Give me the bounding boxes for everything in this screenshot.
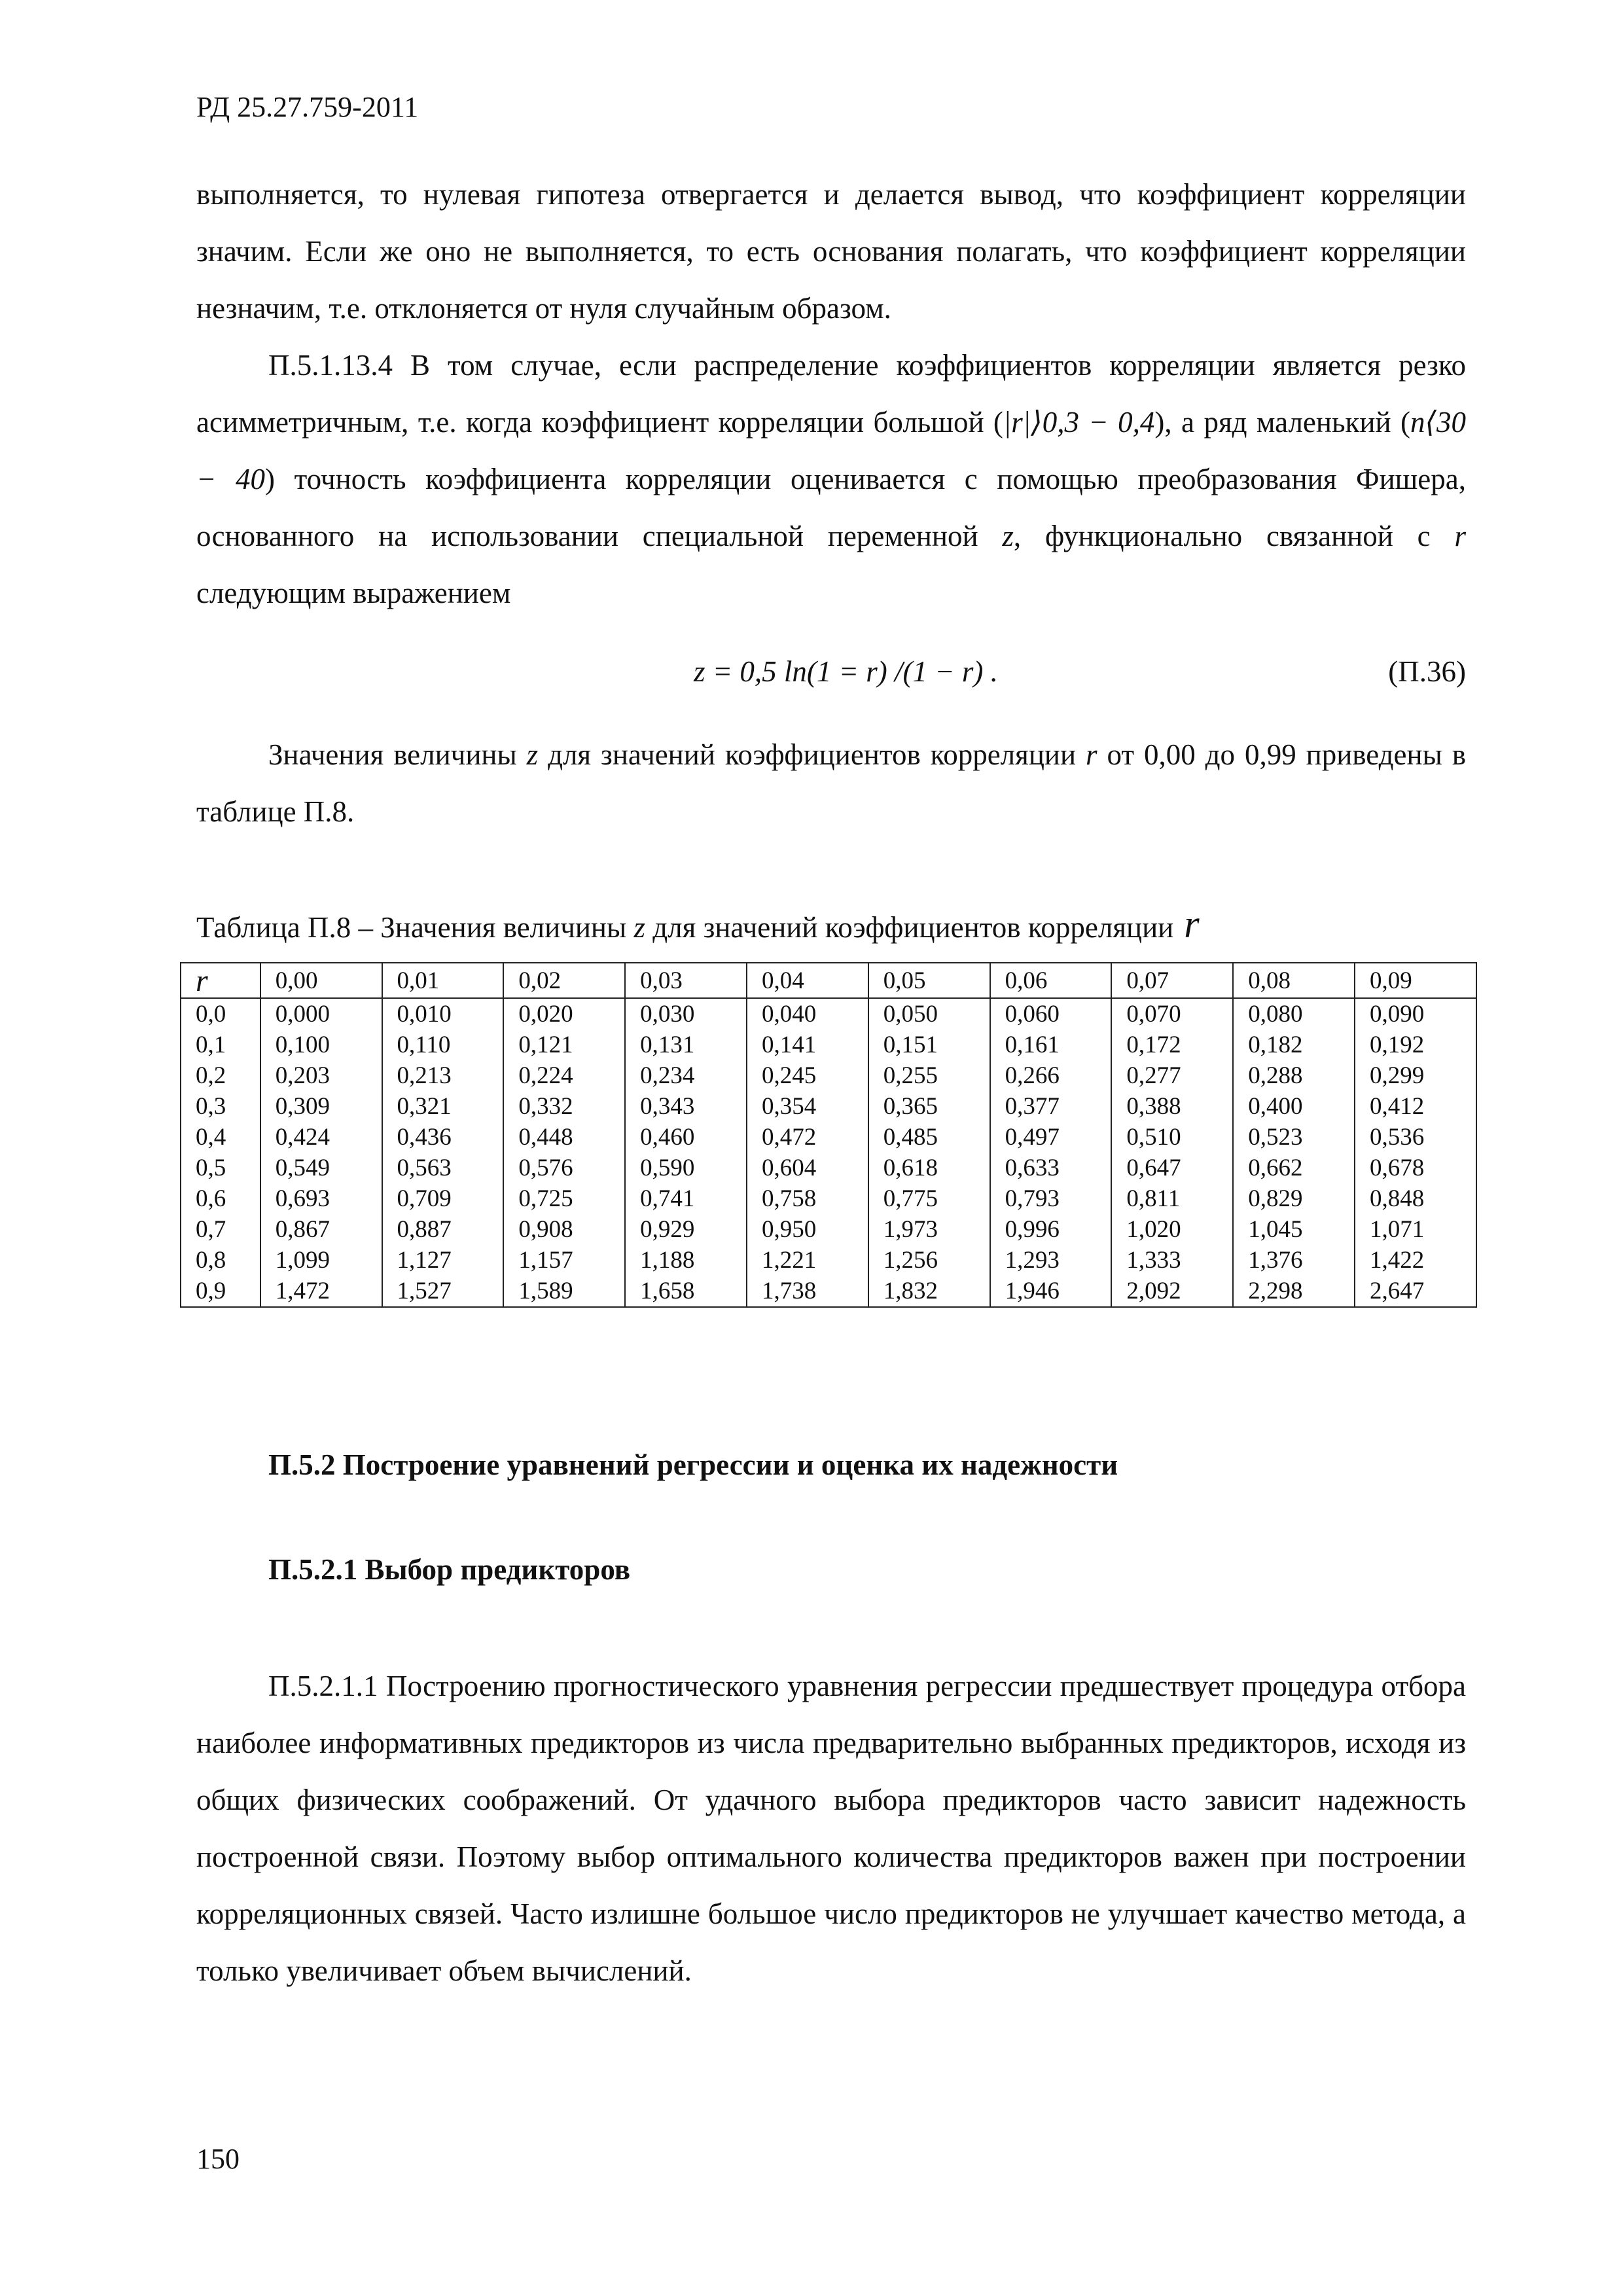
table-row: [181, 1214, 1476, 1245]
table-row-label: 0,6: [181, 1183, 260, 1214]
table-row-label: 0,4: [181, 1122, 260, 1153]
table-cell: 0,678: [1355, 1153, 1476, 1183]
table-cell: 0,000: [260, 998, 382, 1030]
text-segment: ) точность коэффициента корреляции оценивается с помощью преобразования Фишера, основанного на использовании специальной переменной: [196, 463, 1466, 552]
table-cell: 0,412: [1355, 1091, 1476, 1122]
table-row-label: 0,5: [181, 1153, 260, 1183]
text-segment: от 0,00 до 0,99 приведены в таблице П.8.: [196, 738, 1466, 828]
table-cell: 0,633: [990, 1153, 1112, 1183]
table-cell: 0,141: [747, 1030, 868, 1060]
table-cell: 0,388: [1111, 1091, 1233, 1122]
table-cell: 0,725: [503, 1183, 625, 1214]
section-heading-regression: П.5.2 Построение уравнений регрессии и оценка их надежности: [268, 1448, 1118, 1481]
variable-z: z: [1002, 520, 1014, 552]
table-cell: 0,192: [1355, 1030, 1476, 1060]
table-cell: 0,590: [625, 1153, 747, 1183]
table-cell: 0,867: [260, 1214, 382, 1245]
text-segment: для значений коэффициентов корреляции: [538, 738, 1086, 771]
table-cell: 0,950: [747, 1214, 868, 1245]
condition-small-n: n⟨30 − 40: [196, 406, 1466, 495]
table-cell: 1,188: [625, 1245, 747, 1276]
table-cell: 0,523: [1233, 1122, 1355, 1153]
table-cell: 1,527: [382, 1276, 504, 1307]
table-column-header: 0,07: [1111, 963, 1233, 998]
table-column-header: 0,04: [747, 963, 868, 998]
table-cell: 0,321: [382, 1091, 504, 1122]
table-cell: 0,549: [260, 1153, 382, 1183]
table-cell: 0,377: [990, 1091, 1112, 1122]
table-cell: 0,203: [260, 1060, 382, 1091]
table-row: [181, 1276, 1476, 1307]
table-cell: 0,908: [503, 1214, 625, 1245]
paragraph-table-reference: [196, 726, 1466, 840]
table-cell: 2,647: [1355, 1276, 1476, 1307]
table-cell: 0,647: [1111, 1153, 1233, 1183]
table-cell: 1,946: [990, 1276, 1112, 1307]
table-cell: 1,221: [747, 1245, 868, 1276]
table-cell: 0,332: [503, 1091, 625, 1122]
table-cell: 0,485: [868, 1122, 990, 1153]
table-cell: 0,536: [1355, 1122, 1476, 1153]
table-cell: 0,354: [747, 1091, 868, 1122]
table-cell: 0,448: [503, 1122, 625, 1153]
table-header-row: [181, 963, 1476, 998]
table-cell: 1,127: [382, 1245, 504, 1276]
z-values-table: [180, 962, 1477, 1308]
variable-r: r: [1454, 520, 1466, 552]
table-cell: 0,121: [503, 1030, 625, 1060]
table-cell: 2,092: [1111, 1276, 1233, 1307]
variable-r: r: [1184, 903, 1200, 946]
table-caption: [196, 902, 1200, 947]
table-cell: 0,309: [260, 1091, 382, 1122]
table-cell: 0,131: [625, 1030, 747, 1060]
text-segment: Значения величины: [268, 738, 527, 771]
table-cell: 0,161: [990, 1030, 1112, 1060]
table-cell: 0,693: [260, 1183, 382, 1214]
table-cell: 0,020: [503, 998, 625, 1030]
table-cell: 0,010: [382, 998, 504, 1030]
variable-z: z: [526, 738, 539, 771]
paragraph-predictor-selection: П.5.2.1.1 Построению прогностического уравнения регрессии предшествует процедура отбора наиболее информативных предикторов из числа предварительно выбранных предикторов, исходя из общих физических соображений. От удачного выбора предикторов часто зависит надежность построенной связи. Поэтому выбор оптимального количества предикторов важен при построении корреляционных связей. Часто излишне большое число предикторов не улучшает качество метода, а только увеличивает объем вычислений.: [196, 1670, 1466, 1987]
table-row-label: 0,9: [181, 1276, 260, 1307]
table-cell: 0,090: [1355, 998, 1476, 1030]
table-cell: 0,472: [747, 1122, 868, 1153]
table-cell: 0,050: [868, 998, 990, 1030]
table-cell: 0,887: [382, 1214, 504, 1245]
table-cell: 0,343: [625, 1091, 747, 1122]
paragraph-fisher-transform: [196, 337, 1466, 622]
table-cell: 0,151: [868, 1030, 990, 1060]
table-cell: 0,400: [1233, 1091, 1355, 1122]
table-row: [181, 1030, 1476, 1060]
table-row-label: 0,7: [181, 1214, 260, 1245]
table-column-header: 0,03: [625, 963, 747, 998]
table-cell: 0,213: [382, 1060, 504, 1091]
table-cell: 1,157: [503, 1245, 625, 1276]
table-cell: 0,848: [1355, 1183, 1476, 1214]
text-segment: , функционально связанной с: [1013, 520, 1455, 552]
table-cell: 0,365: [868, 1091, 990, 1122]
table-row: [181, 998, 1476, 1030]
table-row-label: 0,2: [181, 1060, 260, 1091]
table-cell: 0,576: [503, 1153, 625, 1183]
table-cell: 0,182: [1233, 1030, 1355, 1060]
table-cell: 0,775: [868, 1183, 990, 1214]
paragraph-significance-conclusion: выполняется, то нулевая гипотеза отвергается и делается вывод, что коэффициент корреляции значим. Если же оно не выполняется, то есть основания полагать, что коэффициент корреляции незначим, т.е. отклоняется от нуля случайным образом.: [196, 178, 1466, 325]
table-row: [181, 1183, 1476, 1214]
table-cell: 1,071: [1355, 1214, 1476, 1245]
table-row: [181, 1091, 1476, 1122]
table-cell: 0,460: [625, 1122, 747, 1153]
table-cell: 0,224: [503, 1060, 625, 1091]
table-cell: 0,299: [1355, 1060, 1476, 1091]
table-cell: 0,060: [990, 998, 1112, 1030]
table-cell: 0,172: [1111, 1030, 1233, 1060]
subsection-heading-predictors: П.5.2.1 Выбор предикторов: [268, 1553, 631, 1586]
table-row: [181, 1153, 1476, 1183]
table-row: [181, 1060, 1476, 1091]
table-cell: 1,422: [1355, 1245, 1476, 1276]
table-row-label: 0,3: [181, 1091, 260, 1122]
table-cell: 0,741: [625, 1183, 747, 1214]
table-cell: 0,662: [1233, 1153, 1355, 1183]
table-cell: 1,472: [260, 1276, 382, 1307]
table-cell: 0,100: [260, 1030, 382, 1060]
variable-z: z: [633, 911, 646, 944]
text-segment: П.5.1.13.4 В том случае, если распределение коэффициентов корреляции является резко асимметричным, т.е. когда коэффициент корреляции большой (: [196, 349, 1466, 439]
table-cell: 0,277: [1111, 1060, 1233, 1091]
table-cell: 0,497: [990, 1122, 1112, 1153]
condition-large-r: |r|⟩0,3 − 0,4: [1003, 406, 1155, 439]
table-cell: 0,255: [868, 1060, 990, 1091]
page-number: 150: [196, 2143, 240, 2175]
table-cell: 0,929: [625, 1214, 747, 1245]
table-column-header: 0,01: [382, 963, 504, 998]
table-cell: 0,618: [868, 1153, 990, 1183]
table-column-header: 0,02: [503, 963, 625, 998]
variable-r: r: [1086, 738, 1097, 771]
table-cell: 1,832: [868, 1276, 990, 1307]
fisher-formula: z = 0,5 ln(1 = r) /(1 − r) .: [694, 655, 998, 688]
table-cell: 0,070: [1111, 998, 1233, 1030]
table-cell: 1,658: [625, 1276, 747, 1307]
table-cell: 0,040: [747, 998, 868, 1030]
table-cell: 0,110: [382, 1030, 504, 1060]
table-cell: 1,376: [1233, 1245, 1355, 1276]
formula-number: (П.36): [1388, 655, 1466, 688]
table-corner-r: r: [181, 963, 260, 998]
table-cell: 1,099: [260, 1245, 382, 1276]
text-segment: ), а ряд маленький (: [1154, 406, 1410, 439]
table-cell: 1,333: [1111, 1245, 1233, 1276]
table-cell: 0,245: [747, 1060, 868, 1091]
table-cell: 0,030: [625, 998, 747, 1030]
table-cell: 0,234: [625, 1060, 747, 1091]
caption-text: для значений коэффициентов корреляции: [645, 911, 1174, 944]
table-column-header: 0,00: [260, 963, 382, 998]
table-cell: 0,709: [382, 1183, 504, 1214]
table-cell: 0,604: [747, 1153, 868, 1183]
table-cell: 1,020: [1111, 1214, 1233, 1245]
table-cell: 0,563: [382, 1153, 504, 1183]
table-cell: 0,996: [990, 1214, 1112, 1245]
table-cell: 1,045: [1233, 1214, 1355, 1245]
table-cell: 1,293: [990, 1245, 1112, 1276]
formula-line: [196, 655, 1466, 711]
table-row: [181, 1122, 1476, 1153]
table-cell: 2,298: [1233, 1276, 1355, 1307]
table-column-header: 0,08: [1233, 963, 1355, 998]
table-row-label: 0,0: [181, 998, 260, 1030]
table-cell: 0,793: [990, 1183, 1112, 1214]
table-cell: 0,811: [1111, 1183, 1233, 1214]
text-segment: следующим выражением: [196, 577, 511, 609]
table-cell: 0,266: [990, 1060, 1112, 1091]
table-cell: 0,288: [1233, 1060, 1355, 1091]
table-cell: 1,738: [747, 1276, 868, 1307]
table-cell: 1,256: [868, 1245, 990, 1276]
table-cell: 0,510: [1111, 1122, 1233, 1153]
table-column-header: 0,05: [868, 963, 990, 998]
table-cell: 0,436: [382, 1122, 504, 1153]
table-row-label: 0,1: [181, 1030, 260, 1060]
caption-text: Таблица П.8 – Значения величины: [196, 911, 634, 944]
table-cell: 0,080: [1233, 998, 1355, 1030]
table-row-label: 0,8: [181, 1245, 260, 1276]
table-cell: 1,973: [868, 1214, 990, 1245]
table-row: [181, 1245, 1476, 1276]
table-cell: 0,829: [1233, 1183, 1355, 1214]
table-column-header: 0,09: [1355, 963, 1476, 998]
table-cell: 1,589: [503, 1276, 625, 1307]
table-cell: 0,758: [747, 1183, 868, 1214]
table-cell: 0,424: [260, 1122, 382, 1153]
table-column-header: 0,06: [990, 963, 1112, 998]
document-code-header: РД 25.27.759-2011: [196, 91, 419, 123]
